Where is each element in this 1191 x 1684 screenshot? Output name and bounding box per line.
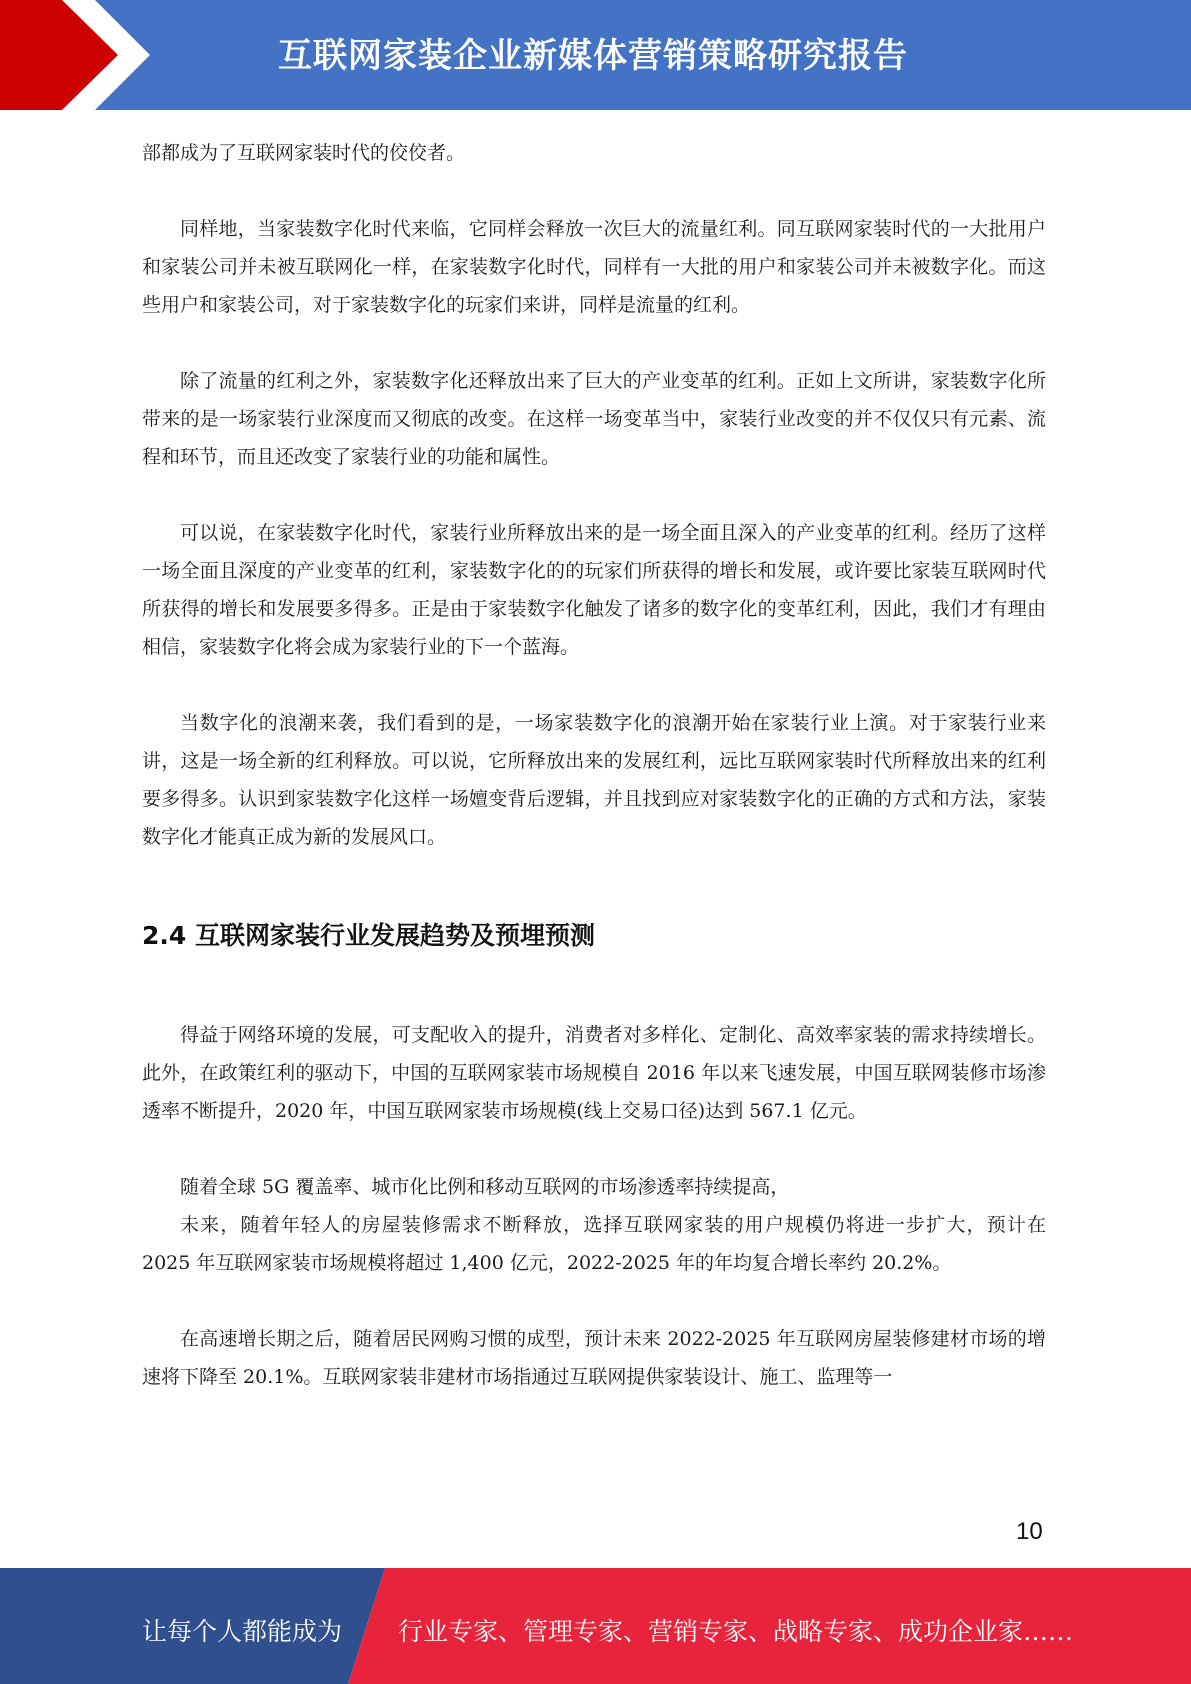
paragraph-text: 在高速增长期之后，随着居民网购习惯的成型，预计未来 2022-2025 年互联网房屋装修建材市场的增速将下降至 20.1%。互联网家装非建材市场指通过互联网提供家装设计、施工、监理等一 <box>142 1328 1046 1388</box>
footer-slogan-left: 让每个人都能成为 <box>142 1617 343 1646</box>
paragraph <box>142 1016 1046 1130</box>
header-title: 互联网家装企业新媒体营销策略研究报告 <box>278 36 908 76</box>
paragraph-text: 当数字化的浪潮来袭，我们看到的是，一场家装数字化的浪潮开始在家装行业上演。对于家装行业来讲，这是一场全新的红利释放。可以说，它所释放出来的发展红利，远比互联网家装时代所释放出来的红利要多得多。认识到家装数字化这样一场嬗变背后逻辑，并且找到应对家装数字化的正确的方式和方法，家装数字化才能真正成为新的发展风口。 <box>142 712 1046 848</box>
paragraph <box>142 1320 1046 1396</box>
paragraph <box>142 514 1046 666</box>
paragraph-text: 可以说，在家装数字化时代，家装行业所释放出来的是一场全面且深入的产业变革的红利。经历了这样一场全面且深度的产业变革的红利，家装数字化的的玩家们所获得的增长和发展，或许要比家装互联网时代所获得的增长和发展要多得多。正是由于家装数字化触发了诸多的数字化的变革红利，因此，我们才有理由相信，家装数字化将会成为家装行业的下一个蓝海。 <box>142 522 1046 658</box>
section-number: 2.4 <box>142 921 187 950</box>
paragraph <box>142 210 1046 324</box>
paragraph-text: 同样地，当家装数字化时代来临，它同样会释放一次巨大的流量红利。同互联网家装时代的一大批用户和家装公司并未被互联网化一样，在家装数字化时代，同样有一大批的用户和家装公司并未被数字化。而这些用户和家装公司，对于家装数字化的玩家们来讲，同样是流量的红利。 <box>142 218 1046 316</box>
paragraph-text: 部都成为了互联网家装时代的佼佼者。 <box>142 142 466 164</box>
page-number: 10 <box>1016 1518 1043 1545</box>
paragraph <box>142 362 1046 476</box>
section-title: 互联网家装行业发展趋势及预埋预测 <box>195 921 596 950</box>
paragraph-text: 得益于网络环境的发展，可支配收入的提升，消费者对多样化、定制化、高效率家装的需求持续增长。此外，在政策红利的驱动下，中国的互联网家装市场规模自 2016 年以来飞速发展，中国互联网装修市场渗透率不断提升，2020 年，中国互联网家装市场规模(线上交易口径)达到 567.1 亿元。 <box>142 1024 1046 1122</box>
paragraph <box>142 1168 1046 1282</box>
paragraph-text: 未来，随着年轻人的房屋装修需求不断释放，选择互联网家装的用户规模仍将进一步扩大，预计在 2025 年互联网家装市场规模将超过 1,400 亿元，2022-2025 年的年均复合增长率约 20.2%。 <box>142 1214 1046 1274</box>
paragraph-text: 随着全球 5G 覆盖率、城市化比例和移动互联网的市场渗透率持续提高， <box>180 1176 790 1198</box>
paragraph <box>142 704 1046 856</box>
paragraph-continuation <box>142 134 1046 172</box>
header-banner <box>0 0 1191 110</box>
section-heading <box>142 916 1046 956</box>
document-body <box>142 134 1046 1434</box>
footer-slogan-right: 行业专家、管理专家、营销专家、战略专家、成功企业家…… <box>398 1617 1074 1646</box>
footer-banner <box>0 1568 1191 1684</box>
paragraph-text: 除了流量的红利之外，家装数字化还释放出来了巨大的产业变革的红利。正如上文所讲，家装数字化所带来的是一场家装行业深度而又彻底的改变。在这样一场变革当中，家装行业改变的并不仅仅只有元素、流程和环节，而且还改变了家装行业的功能和属性。 <box>142 370 1046 468</box>
